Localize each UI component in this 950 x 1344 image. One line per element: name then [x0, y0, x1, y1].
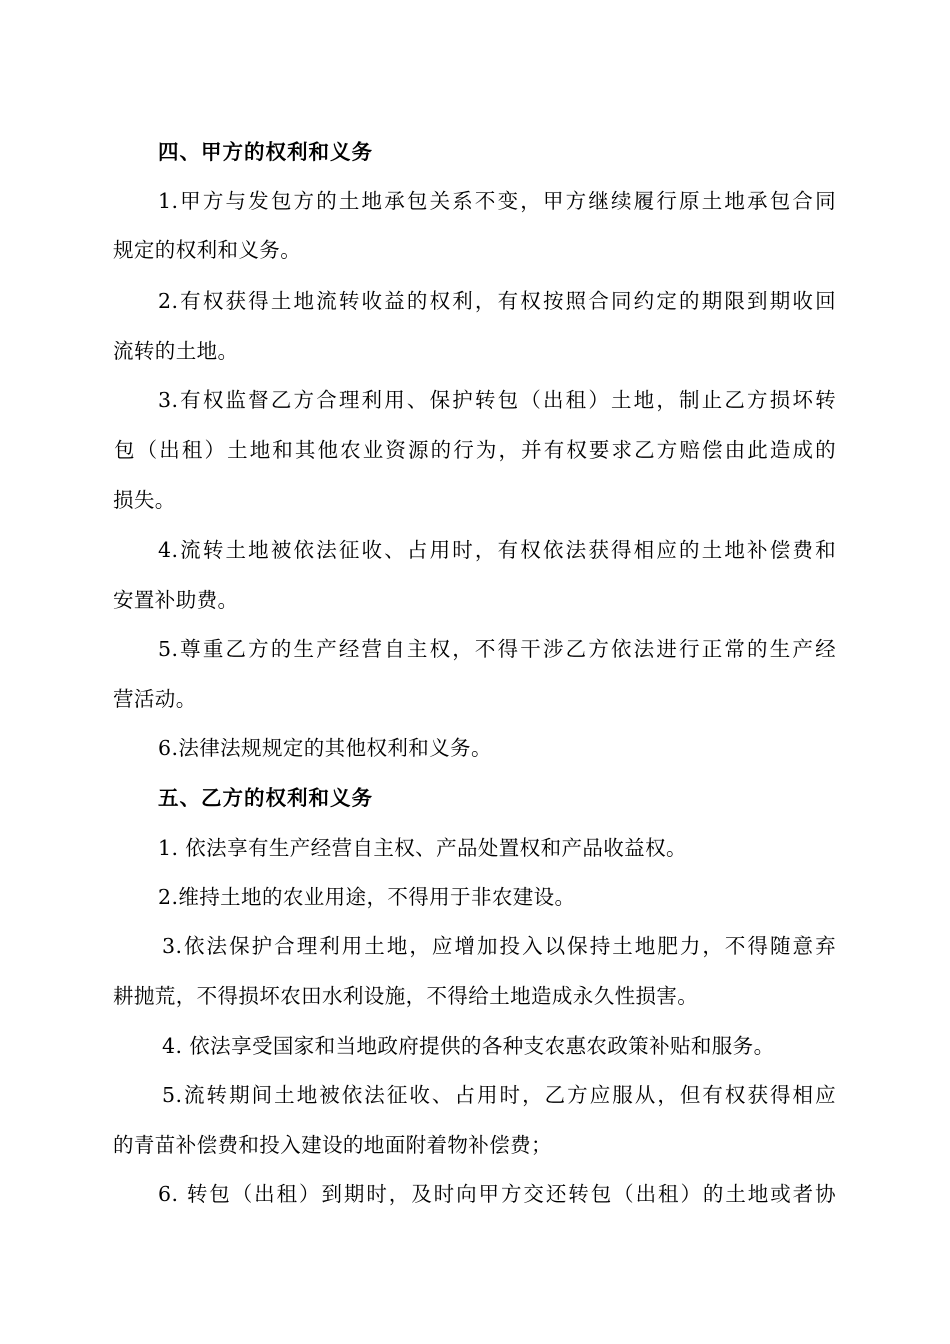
- paragraph-line: 2.有权获得土地流转收益的权利，有权按照合同约定的期限到期收回: [158, 289, 836, 313]
- paragraph-line: 的青苗补偿费和投入建设的地面附着物补偿费；: [113, 1133, 552, 1157]
- paragraph-line: 营活动。: [113, 687, 197, 711]
- paragraph-line: 流转的土地。: [113, 339, 239, 363]
- section-heading-4: 四、甲方的权利和义务: [158, 140, 373, 164]
- paragraph-line: 1.甲方与发包方的土地承包关系不变，甲方继续履行原土地承包合同: [158, 189, 836, 213]
- paragraph-line: 安置补助费。: [113, 588, 239, 612]
- paragraph-line: 6.法律法规规定的其他权利和义务。: [158, 736, 492, 760]
- paragraph-line: 3.依法保护合理利用土地，应增加投入以保持土地肥力，不得随意弃: [162, 934, 836, 958]
- paragraph-line: 5.尊重乙方的生产经营自主权，不得干涉乙方依法进行正常的生产经: [158, 637, 836, 661]
- paragraph-line: 5.流转期间土地被依法征收、占用时，乙方应服从，但有权获得相应: [162, 1083, 836, 1107]
- paragraph-line: 3.有权监督乙方合理利用、保护转包（出租）土地，制止乙方损坏转: [158, 388, 836, 412]
- section-heading-5: 五、乙方的权利和义务: [158, 786, 373, 810]
- paragraph-line: 2.维持土地的农业用途，不得用于非农建设。: [158, 885, 576, 909]
- paragraph-line: 6. 转包（出租）到期时，及时向甲方交还转包（出租）的土地或者协: [158, 1182, 836, 1206]
- paragraph-line: 损失。: [113, 488, 176, 512]
- paragraph-line: 包（出租）土地和其他农业资源的行为，并有权要求乙方赔偿由此造成的: [114, 438, 836, 462]
- paragraph-line: 规定的权利和义务。: [113, 238, 302, 262]
- paragraph-line: 4. 依法享受国家和当地政府提供的各种支农惠农政策补贴和服务。: [162, 1034, 775, 1058]
- paragraph-line: 4.流转土地被依法征收、占用时，有权依法获得相应的土地补偿费和: [158, 538, 836, 562]
- paragraph-line: 1. 依法享有生产经营自主权、产品处置权和产品收益权。: [158, 836, 687, 860]
- paragraph-line: 耕抛荒，不得损坏农田水利设施，不得给土地造成永久性损害。: [113, 984, 699, 1008]
